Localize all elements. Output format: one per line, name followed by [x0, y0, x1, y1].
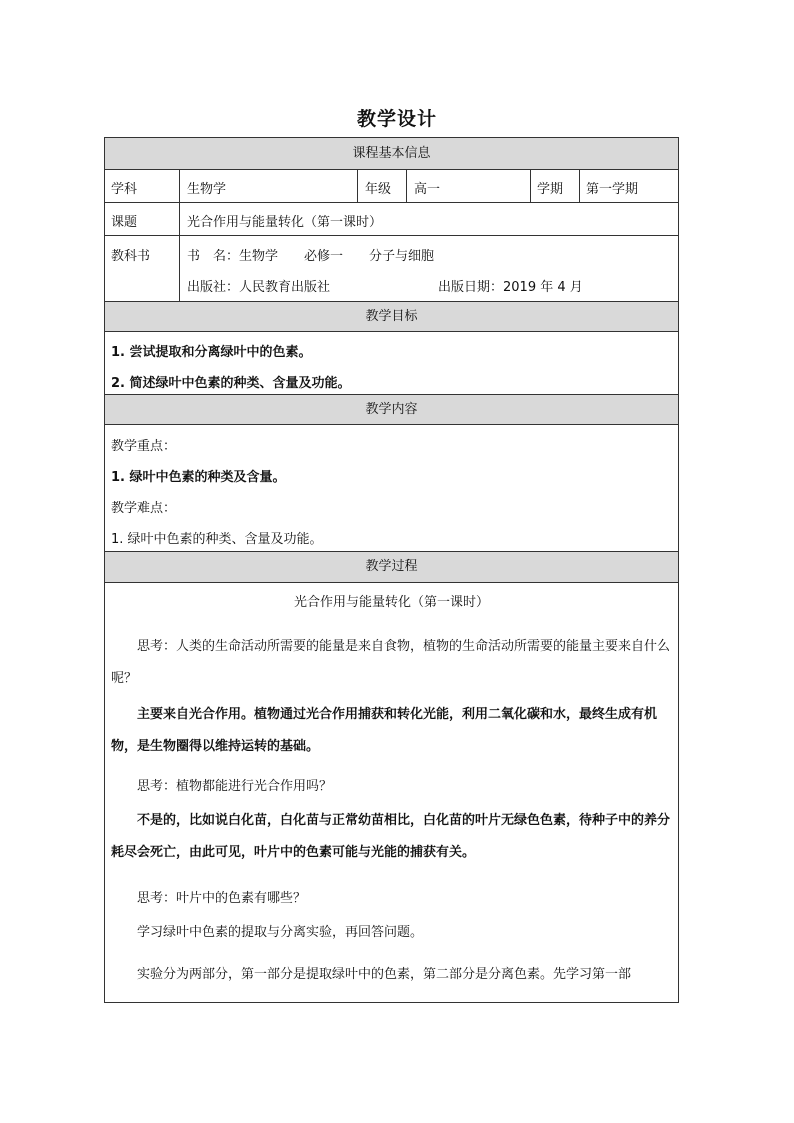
textbook-label: 教科书 — [111, 249, 151, 264]
publisher: 出版社：人民教育出版社 — [187, 280, 331, 295]
textbook-row — [105, 236, 678, 302]
goal-item-1: 1. 尝试提取和分离绿叶中的色素。 — [111, 345, 312, 360]
goal-item-2: 2. 简述绿叶中色素的种类、含量及功能。 — [111, 376, 351, 391]
term-label-cell — [531, 170, 580, 202]
difficulty-item: 1. 绿叶中色素的种类、含量及功能。 — [111, 532, 323, 547]
difficulty-label: 教学难点： — [111, 501, 177, 516]
textbook-value-cell — [180, 236, 678, 301]
grade-label-cell — [358, 170, 407, 202]
content-section — [105, 425, 678, 552]
section-header-basic-info: 课程基本信息 — [105, 138, 678, 170]
section-header-process: 教学过程 — [105, 552, 678, 583]
paragraph-think-1: 思考：人类的生命活动所需要的能量是来自食物，植物的生命活动所需要的能量主要来自什么呢？ — [111, 639, 671, 686]
topic-value: 光合作用与能量转化（第一课时） — [187, 215, 383, 230]
paragraph-think-3: 思考：叶片中的色素有哪些？ — [137, 891, 307, 906]
section-header-goals: 教学目标 — [105, 302, 678, 332]
paragraph-answer-1: 主要来自光合作用。植物通过光合作用捕获和转化光能，利用二氧化碳和水，最终生成有机物，是生物圈得以维持运转的基础。 — [111, 707, 658, 754]
subject-row — [105, 170, 678, 203]
term-value-cell — [580, 170, 678, 202]
topic-row — [105, 203, 678, 236]
subject-label-cell — [105, 170, 180, 202]
grade-value: 高一 — [414, 182, 441, 197]
subject-value: 生物学 — [187, 182, 227, 197]
textbook-label-cell — [105, 236, 180, 301]
paragraph-instruction: 学习绿叶中色素的提取与分离实验，再回答问题。 — [137, 925, 424, 940]
term-value: 第一学期 — [586, 182, 639, 197]
book-name: 书 名：生物学 必修一 分子与细胞 — [187, 249, 435, 264]
process-content — [105, 583, 678, 1003]
subject-label: 学科 — [111, 182, 138, 197]
subject-value-cell — [180, 170, 358, 202]
grade-label: 年级 — [365, 182, 392, 197]
paragraph-answer-2: 不是的，比如说白化苗，白化苗与正常幼苗相比，白化苗的叶片无绿色色素，待种子中的养分耗尽会死亡，由此可见，叶片中的色素可能与光能的捕获有关。 — [111, 813, 671, 860]
document-title: 教学设计 — [356, 108, 437, 130]
paragraph-think-2: 思考：植物都能进行光合作用吗？ — [137, 779, 333, 794]
key-points-label: 教学重点： — [111, 439, 177, 454]
grade-value-cell — [407, 170, 531, 202]
publish-date: 出版日期：2019 年 4 月 — [438, 280, 583, 295]
topic-label-cell — [105, 203, 180, 235]
topic-value-cell — [180, 203, 678, 235]
key-point-item: 1. 绿叶中色素的种类及含量。 — [111, 470, 286, 485]
term-label: 学期 — [537, 182, 564, 197]
paragraph-experiment: 实验分为两部分，第一部分是提取绿叶中的色素，第二部分是分离色素。先学习第一部 — [137, 967, 632, 982]
goals-content — [105, 332, 678, 395]
lesson-title: 光合作用与能量转化（第一课时） — [293, 595, 489, 610]
lesson-plan-table — [104, 137, 679, 1003]
topic-label: 课题 — [111, 215, 138, 230]
section-header-content: 教学内容 — [105, 395, 678, 425]
